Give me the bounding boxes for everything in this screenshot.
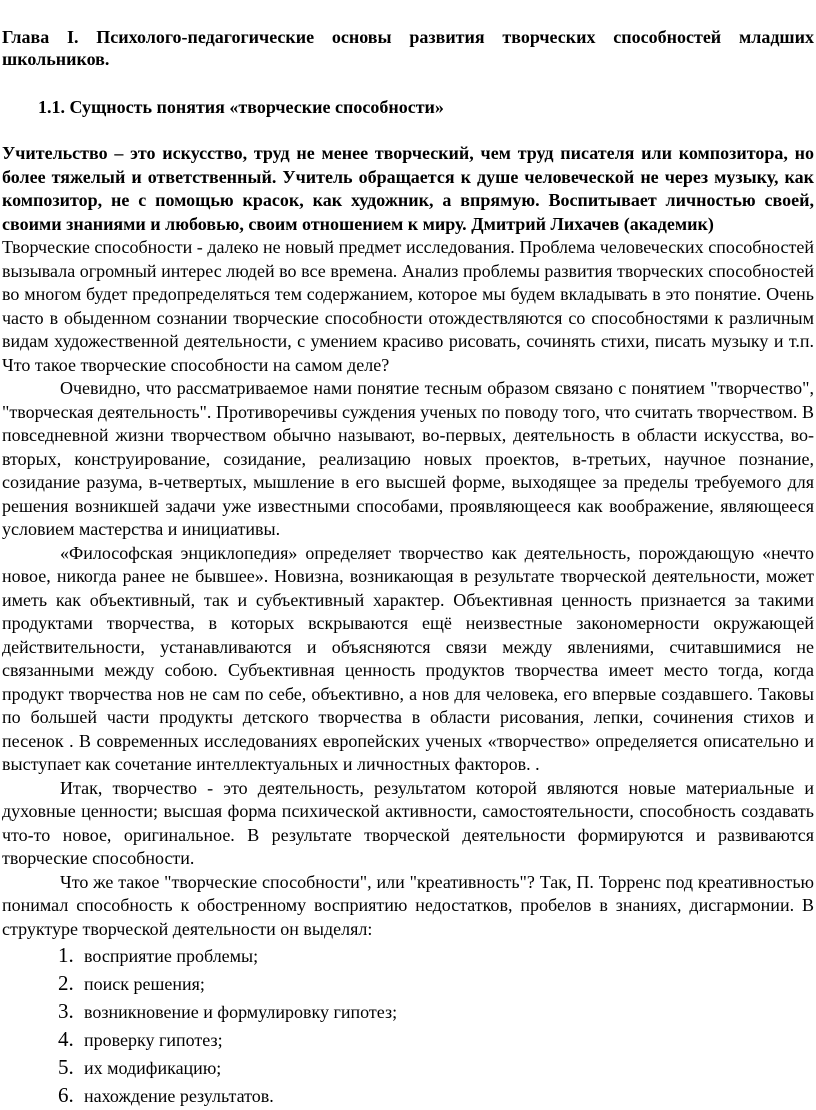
list-item	[58, 970, 814, 998]
list-item-number: 6.	[58, 1083, 74, 1107]
section-title: 1.1. Сущность понятия «творческие способности»	[38, 97, 444, 117]
list-item-number: 5.	[58, 1055, 74, 1079]
list-item	[58, 942, 814, 970]
paragraph: «Философская энциклопедия» определяет творчество как деятельность, порождающую «нечто новое, никогда ранее не бывшее». Новизна, возникающая в результате творческой деятельности, может иметь как объективный, так и субъективный характер. Объективная ценность признается за такими продуктами творчества, в которых вскрываются ещё неизвестные закономерности окружающей действительности, устанавливаются и объясняются связи между явлениями, считавшимися не связанными между собою. Субъективная ценность продуктов творчества имеет место тогда, когда продукт творчества нов не сам по себе, объективно, а нов для человека, его впервые создавшего. Таковы по большей части продукты детского творчества в области рисования, лепки, сочинения стихов и песенок . В современных исследованиях европейских ученых «творчество» определяется описательно и выступает как сочетание интеллектуальных и личностных факторов. .	[2, 542, 814, 774]
list-item-text: возникновение и формулировку гипотез;	[84, 1002, 398, 1022]
list-item-text: проверку гипотез;	[84, 1030, 223, 1050]
list-item-number: 3.	[58, 999, 74, 1023]
list-item-number: 1.	[58, 943, 74, 967]
epigraph	[2, 142, 814, 236]
list-item-text: их модификацию;	[84, 1058, 222, 1078]
paragraph: Творческие способности - далеко не новый предмет исследования. Проблема человеческих способностей вызывала огромный интерес людей во все времена. Анализ проблемы развития творческих способностей во многом будет предопределяться тем содержанием, которое мы будем вкладывать в это понятие. Очень часто в обыденном сознании творческие способности отождествляются со способностями к различным видам художественной деятельности, с умением красиво рисовать, сочинять стихи, писать музыку и т.п. Что такое творческие способности на самом деле?	[2, 237, 814, 375]
list-item	[58, 998, 814, 1026]
list-item	[58, 1026, 814, 1054]
numbered-list	[2, 942, 814, 1110]
list-item-text: нахождение результатов.	[84, 1086, 274, 1106]
chapter-title: Глава I. Психолого-педагогические основы развития творческих способностей младших школьников.	[2, 27, 814, 69]
list-item-number: 4.	[58, 1027, 74, 1051]
paragraph: Очевидно, что рассматриваемое нами понятие тесным образом связано с понятием "творчество", "творческая деятельность". Противоречивы суждения ученых по поводу того, что считать творчеством. В повседневной жизни творчеством обычно называют, во-первых, деятельность в области искусства, во-вторых, конструирование, созидание, реализацию новых проектов, в-третьих, научное познание, созидание разума, в-четвертых, мышление в его высшей форме, выходящее за пределы требуемого для решения возникшей задачи уже известными способами, проявляющееся как воображение, являющееся условием мастерства и инициативы.	[2, 378, 814, 539]
epigraph-quote: Учительство – это искусство, труд не менее творческий, чем труд писателя или композитора, но более тяжелый и ответственный. Учитель обращается к душе человеческой не через музыку, как композитор, не с помощью красок, как художник, а впрямую. Воспитывает личностью своей, своими знаниями и любовью, своим отношением к миру.	[2, 143, 814, 234]
list-item-number: 2.	[58, 971, 74, 995]
list-item-text: поиск решения;	[84, 974, 205, 994]
paragraph: Что же такое "творческие способности", или "креативность"? Так, П. Торренс под креативностью понимал способность к обостренному восприятию недостатков, пробелов в знаниях, дисгармонии. В структуре творческой деятельности он выделял:	[2, 871, 814, 939]
paragraph: Итак, творчество - это деятельность, результатом которой являются новые материальные и духовные ценности; высшая форма психической активности, самостоятельности, способность создавать что-то новое, оригинальное. В результате творческой деятельности формируются и развиваются творческие способности.	[2, 777, 814, 868]
list-item	[58, 1054, 814, 1082]
list-item-text: восприятие проблемы;	[84, 946, 259, 966]
list-item	[58, 1082, 814, 1110]
epigraph-author: Дмитрий Лихачев (академик)	[471, 213, 714, 234]
